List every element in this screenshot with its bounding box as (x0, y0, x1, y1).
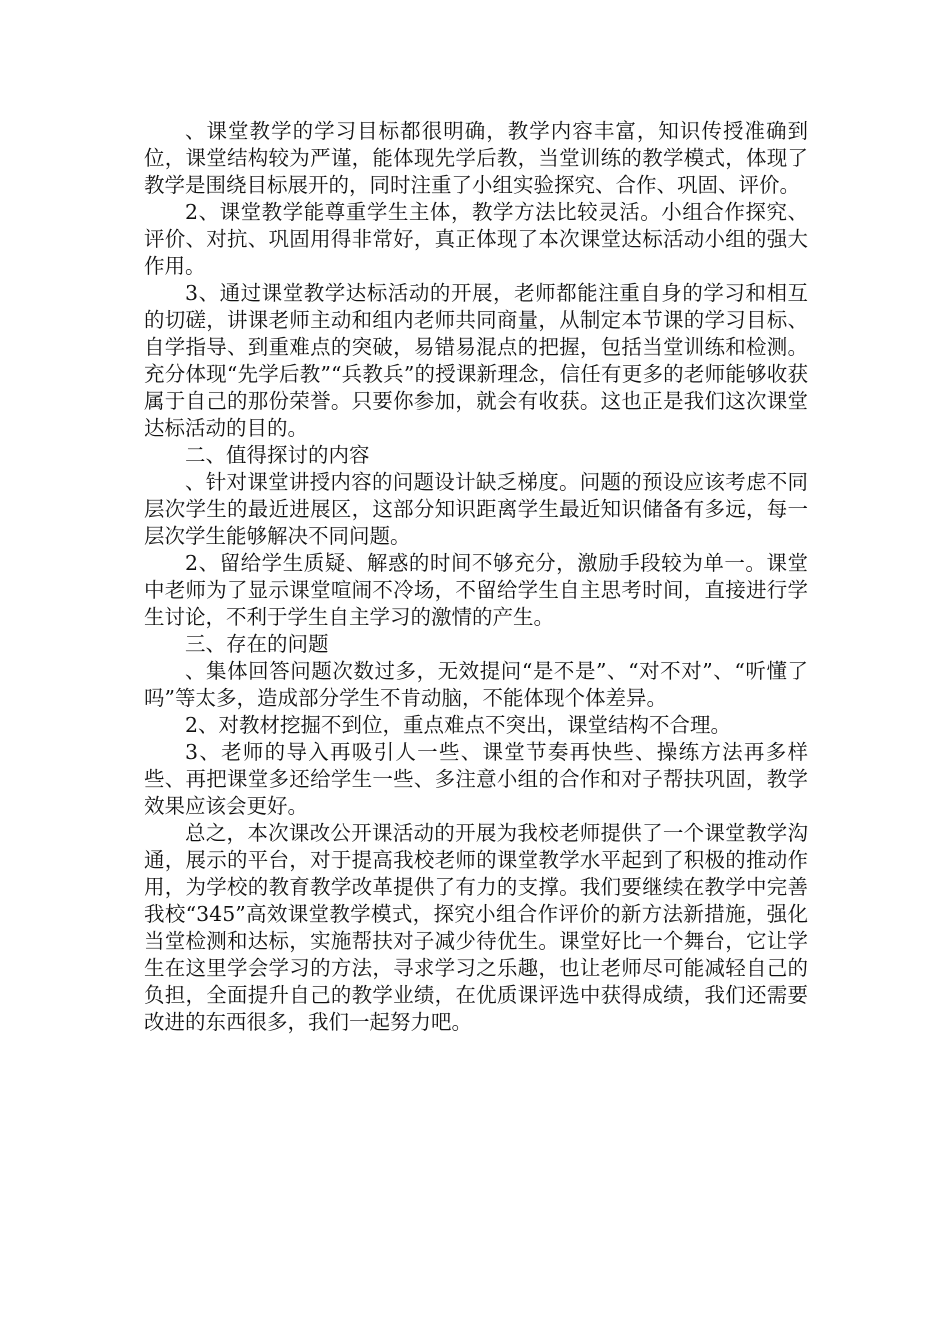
paragraph-achievement-2: 2、课堂教学能尊重学生主体，教学方法比较灵活。小组合作探究、评价、对抗、巩固用得非常好，真正体现了本次课堂达标活动小组的强大作用。 (144, 200, 808, 278)
paragraph-problem-3: 3、老师的导入再吸引人一些、课堂节奏再快些、操练方法再多样些、再把课堂多还给学生一些、多注意小组的合作和对子帮扶巩固，教学效果应该会更好。 (144, 740, 808, 818)
paragraph-summary: 总之，本次课改公开课活动的开展为我校老师提供了一个课堂教学沟通，展示的平台，对于提高我校老师的课堂教学水平起到了积极的推动作用，为学校的教育教学改革提供了有力的支撑。我们要继续在教学中完善我校“345”高效课堂教学模式，探究小组合作评价的新方法新措施，强化当堂检测和达标，实施帮扶对子减少待优生。课堂好比一个舞台，它让学生在这里学会学习的方法，寻求学习之乐趣，也让老师尽可能减轻自己的负担，全面提升自己的教学业绩，在优质课评选中获得成绩，我们还需要改进的东西很多，我们一起努力吧。 (144, 821, 808, 1034)
document-body (144, 118, 808, 1036)
section-heading-discussion: 二、值得探讨的内容 (185, 443, 370, 467)
paragraph-discussion-1: 、针对课堂讲授内容的问题设计缺乏梯度。问题的预设应该考虑不同层次学生的最近进展区，这部分知识距离学生最近知识储备有多远，每一层次学生能够解决不同问题。 (144, 470, 808, 548)
paragraph-discussion-2: 2、留给学生质疑、解惑的时间不够充分，激励手段较为单一。课堂中老师为了显示课堂喧闹不冷场，不留给学生自主思考时间，直接进行学生讨论，不利于学生自主学习的激情的产生。 (144, 551, 808, 629)
section-heading-problems: 三、存在的问题 (185, 632, 329, 656)
paragraph-achievement-1: 、课堂教学的学习目标都很明确，教学内容丰富，知识传授准确到位，课堂结构较为严谨，能体现先学后教，当堂训练的教学模式，体现了教学是围绕目标展开的，同时注重了小组实验探究、合作、巩固、评价。 (144, 119, 808, 197)
paragraph-achievement-3: 3、通过课堂教学达标活动的开展，老师都能注重自身的学习和相互的切磋，讲课老师主动和组内老师共同商量，从制定本节课的学习目标、自学指导、到重难点的突破，易错易混点的把握，包括当堂训练和检测。充分体现“先学后教”“兵教兵”的授课新理念，信任有更多的老师能够收获属于自己的那份荣誉。只要你参加，就会有收获。这也正是我们这次课堂达标活动的目的。 (144, 281, 808, 440)
paragraph-problem-1: 、集体回答问题次数过多，无效提问“是不是”、“对不对”、“听懂了吗”等太多，造成部分学生不肯动脑，不能体现个体差异。 (144, 659, 808, 710)
paragraph-problem-2: 2、对教材挖掘不到位，重点难点不突出，课堂结构不合理。 (185, 713, 732, 737)
